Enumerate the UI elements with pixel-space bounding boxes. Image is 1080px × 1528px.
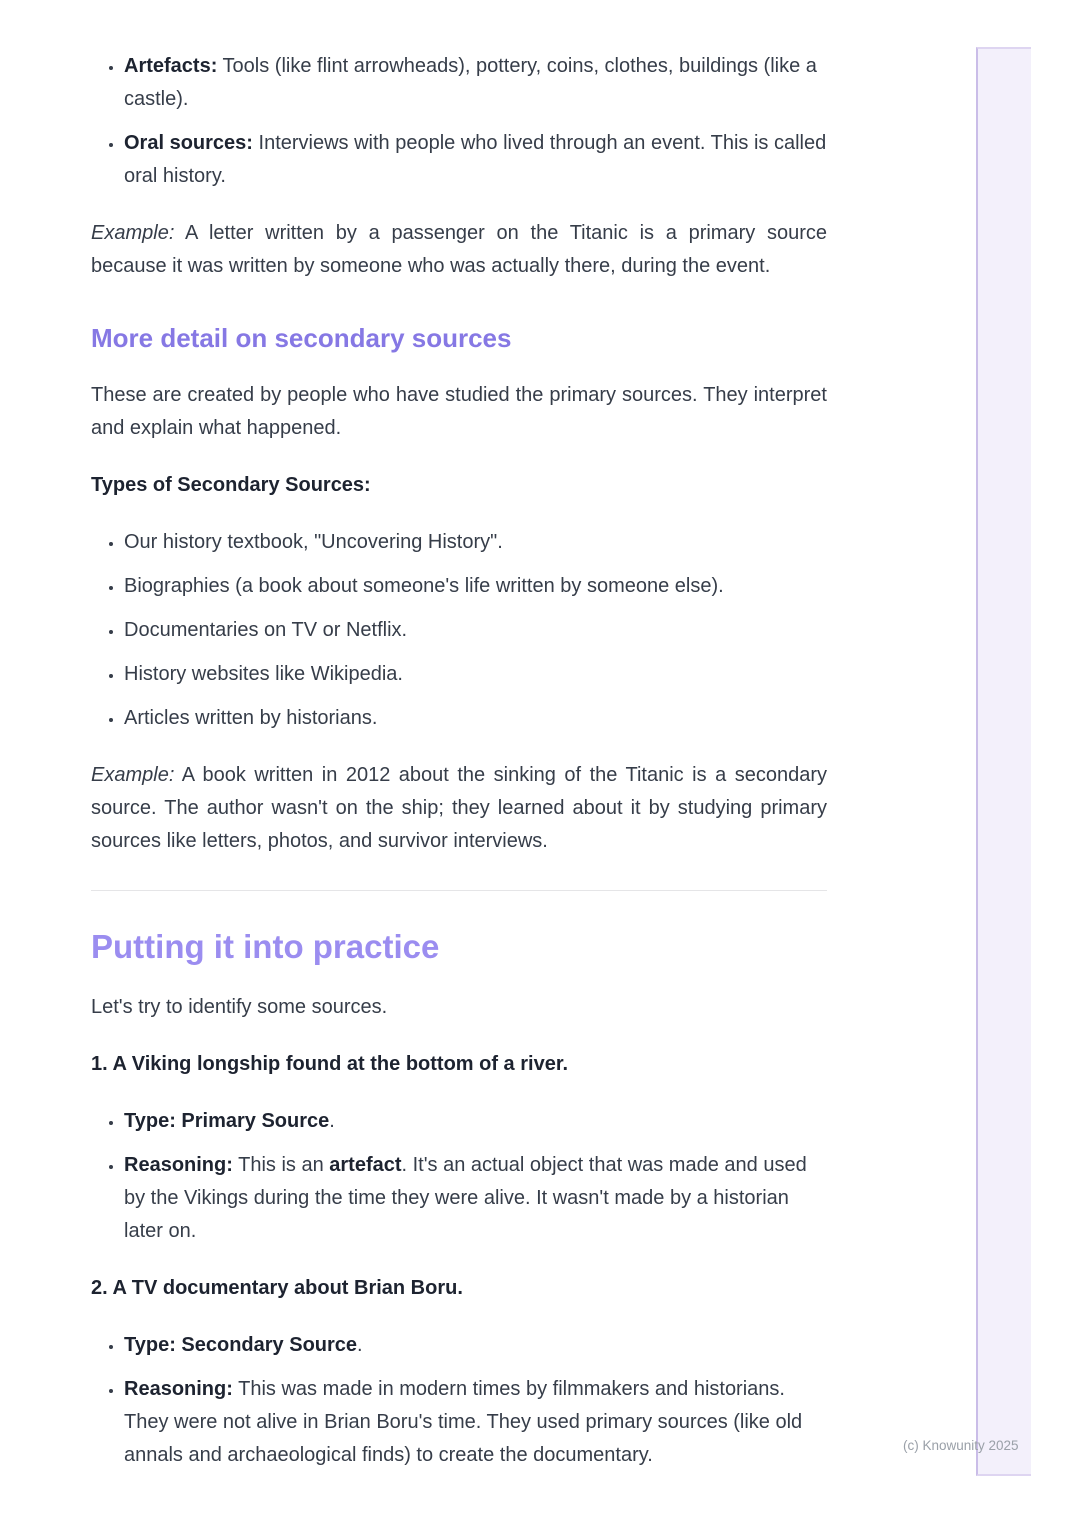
heading-putting-it-into-practice: Putting it into practice	[91, 928, 440, 965]
primary-source-example	[91, 217, 827, 283]
list-item	[124, 526, 827, 559]
list-item	[124, 614, 827, 647]
text-segment: A book written in 2012 about the sinking of the Titanic is a secondary source. The author wasn't on the ship; they learned about it by studying primary sources like letters, photos, and survivor interviews.	[91, 764, 827, 852]
list-item	[124, 127, 827, 193]
secondary-source-types-list	[91, 526, 827, 735]
text-segment: Tools (like flint arrowheads), pottery, coins, clothes, buildings (like a castle).	[124, 55, 817, 110]
secondary-sources-intro	[91, 379, 827, 445]
heading-more-detail-secondary-sources: More detail on secondary sources	[91, 323, 512, 353]
text-segment: These are created by people who have studied the primary sources. They interpret and explain what happened.	[91, 384, 827, 439]
practice-item-2-title	[91, 1272, 827, 1305]
text-segment: .	[357, 1334, 363, 1356]
list-item	[124, 1373, 827, 1472]
secondary-source-example	[91, 759, 827, 858]
text-segment: Biographies (a book about someone's life written by someone else).	[124, 575, 724, 597]
text-segment: Interviews with people who lived through an event. This is called oral history.	[124, 132, 827, 187]
practice-item-1-answers	[91, 1105, 827, 1248]
primary-source-types-list	[91, 50, 827, 193]
text-segment: . It's an actual object that was made and used by the Vikings during the time they were alive. It wasn't made by a historian later on.	[124, 1154, 807, 1242]
text-segment: Type: Secondary Source	[124, 1334, 358, 1356]
text-segment: Type: Primary Source	[124, 1110, 330, 1132]
text-segment: This is an	[232, 1154, 330, 1176]
practice-intro	[91, 991, 827, 1024]
list-item	[124, 1105, 827, 1138]
list-item	[124, 570, 827, 603]
practice-item-1-title	[91, 1048, 827, 1081]
text-segment: Example:	[91, 222, 175, 244]
text-segment: Documentaries on TV or Netflix.	[124, 619, 408, 641]
text-segment: Our history textbook, "Uncovering History".	[124, 531, 503, 553]
types-of-secondary-sources-label	[91, 469, 827, 502]
text-segment: artefact	[329, 1154, 402, 1176]
section-divider	[91, 890, 827, 891]
copyright-watermark: (c) Knowunity 2025	[903, 1438, 1019, 1453]
text-segment: This was made in modern times by filmmakers and historians. They were not alive in Brian Boru's time. They used primary sources (like old annals and archaeological finds) to create the documentary.	[124, 1378, 803, 1466]
text-segment: Reasoning:	[124, 1154, 233, 1176]
side-stripe	[976, 47, 1031, 1476]
text-segment: Oral sources:	[124, 132, 253, 154]
list-item	[124, 1149, 827, 1248]
practice-item-2-answers	[91, 1329, 827, 1472]
list-item	[124, 658, 827, 691]
list-item	[124, 1329, 827, 1362]
text-segment: 2. A TV documentary about Brian Boru.	[91, 1277, 463, 1299]
text-segment: History websites like Wikipedia.	[124, 663, 403, 685]
text-segment: 1. A Viking longship found at the bottom of a river.	[91, 1053, 569, 1075]
text-segment: A letter written by a passenger on the Titanic is a primary source because it was written by someone who was actually there, during the event.	[91, 222, 827, 277]
text-segment: Artefacts:	[124, 55, 218, 77]
text-segment: Reasoning:	[124, 1378, 233, 1400]
text-segment: Articles written by historians.	[124, 707, 378, 729]
text-segment: Types of Secondary Sources:	[91, 474, 371, 496]
list-item	[124, 702, 827, 735]
text-segment: Example:	[91, 764, 175, 786]
document-content	[91, 0, 827, 1496]
list-item	[124, 50, 827, 116]
text-segment: .	[329, 1110, 335, 1132]
text-segment: Let's try to identify some sources.	[91, 996, 388, 1018]
